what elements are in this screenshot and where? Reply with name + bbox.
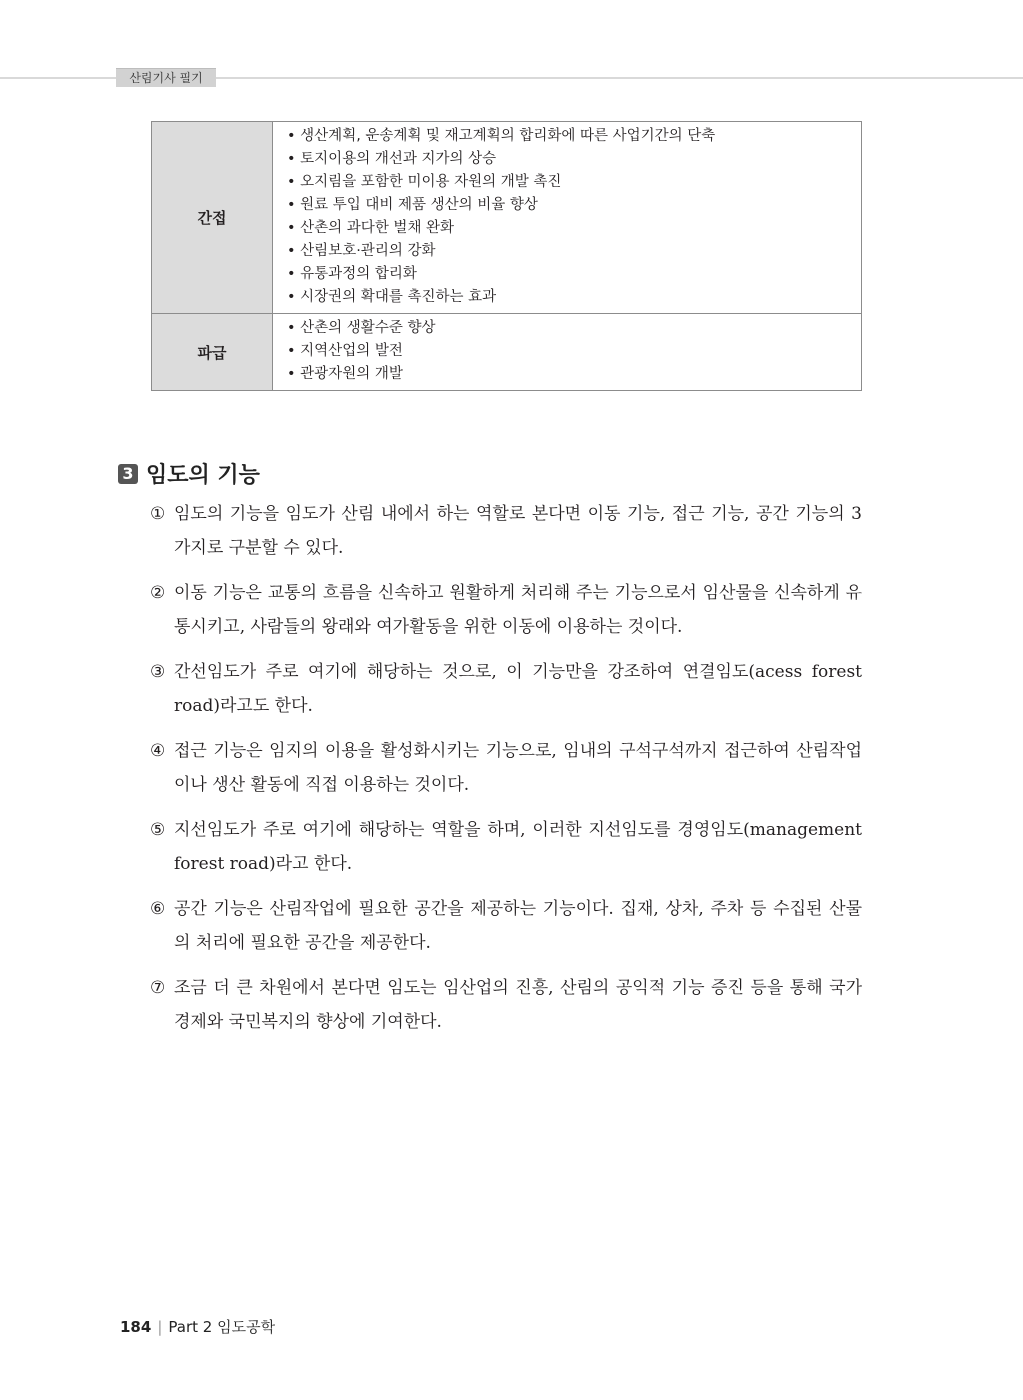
paragraph-number: ① (150, 504, 166, 524)
list-item: • 유통과정의 합리화 (287, 266, 417, 282)
body-text (150, 497, 862, 1050)
header-book-title: 산림기사 필기 (116, 68, 216, 87)
list-item: • 산림보호·관리의 강화 (287, 243, 436, 259)
paragraph-number: ⑤ (150, 820, 166, 840)
category-cell: 파급 (152, 314, 273, 391)
effects-table (151, 121, 862, 391)
paragraph-number: ④ (150, 741, 166, 761)
page-number: 184 (120, 1318, 152, 1336)
paragraph (150, 971, 862, 1039)
table-row-ripple (152, 314, 862, 391)
paragraph-number: ⑥ (150, 899, 166, 919)
footer-separator: | (157, 1318, 163, 1336)
page-footer (120, 1316, 275, 1337)
footer-chapter: 임도공학 (217, 1318, 276, 1336)
list-item: • 토지이용의 개선과 지가의 상승 (287, 151, 497, 167)
section-heading (118, 458, 260, 489)
paragraph-number: ⑦ (150, 978, 166, 998)
list-item: • 생산계획, 운송계획 및 재고계획의 합리화에 따른 사업기간의 단축 (287, 128, 716, 144)
paragraph (150, 497, 862, 565)
table-row-indirect (152, 122, 862, 314)
paragraph-text: 임도의 기능을 임도가 산림 내에서 하는 역할로 본다면 이동 기능, 접근 기능, 공간 기능의 3가지로 구분할 수 있다. (174, 504, 862, 558)
paragraph-number: ② (150, 583, 166, 603)
list-item: • 관광자원의 개발 (287, 366, 403, 382)
footer-part: Part 2 (168, 1318, 213, 1336)
paragraph-number: ③ (150, 662, 166, 682)
paragraph (150, 734, 862, 802)
paragraph-text: 간선임도가 주로 여기에 해당하는 것으로, 이 기능만을 강조하여 연결임도(acess forest road)라고도 한다. (174, 662, 862, 716)
list-item: • 지역산업의 발전 (287, 343, 403, 359)
paragraph-text: 이동 기능은 교통의 흐름을 신속하고 원활하게 처리해 주는 기능으로서 임산물을 신속하게 유통시키고, 사람들의 왕래와 여가활동을 위한 이동에 이용하는 것이다. (174, 583, 862, 637)
paragraph (150, 576, 862, 644)
paragraph (150, 892, 862, 960)
paragraph-text: 공간 기능은 산림작업에 필요한 공간을 제공하는 기능이다. 집재, 상차, 주차 등 수집된 산물의 처리에 필요한 공간을 제공한다. (174, 899, 862, 953)
paragraph (150, 813, 862, 881)
list-item: • 산촌의 과다한 벌채 완화 (287, 220, 455, 236)
items-cell (273, 314, 862, 391)
list-item: • 오지림을 포함한 미이용 자원의 개발 촉진 (287, 174, 562, 190)
paragraph-text: 조금 더 큰 차원에서 본다면 임도는 임산업의 진흥, 산림의 공익적 기능 증진 등을 통해 국가경제와 국민복지의 향상에 기여한다. (174, 978, 862, 1032)
section-number-badge: 3 (118, 464, 138, 484)
items-cell (273, 122, 862, 314)
list-item: • 산촌의 생활수준 향상 (287, 320, 436, 336)
paragraph-text: 지선임도가 주로 여기에 해당하는 역할을 하며, 이러한 지선임도를 경영임도(management forest road)라고 한다. (174, 820, 862, 874)
section-title: 임도의 기능 (146, 463, 260, 488)
category-cell: 간접 (152, 122, 273, 314)
list-item: • 시장권의 확대를 촉진하는 효과 (287, 289, 497, 305)
paragraph-text: 접근 기능은 임지의 이용을 활성화시키는 기능으로, 임내의 구석구석까지 접근하여 산림작업이나 생산 활동에 직접 이용하는 것이다. (174, 741, 862, 795)
list-item: • 원료 투입 대비 제품 생산의 비율 향상 (287, 197, 538, 213)
paragraph (150, 655, 862, 723)
